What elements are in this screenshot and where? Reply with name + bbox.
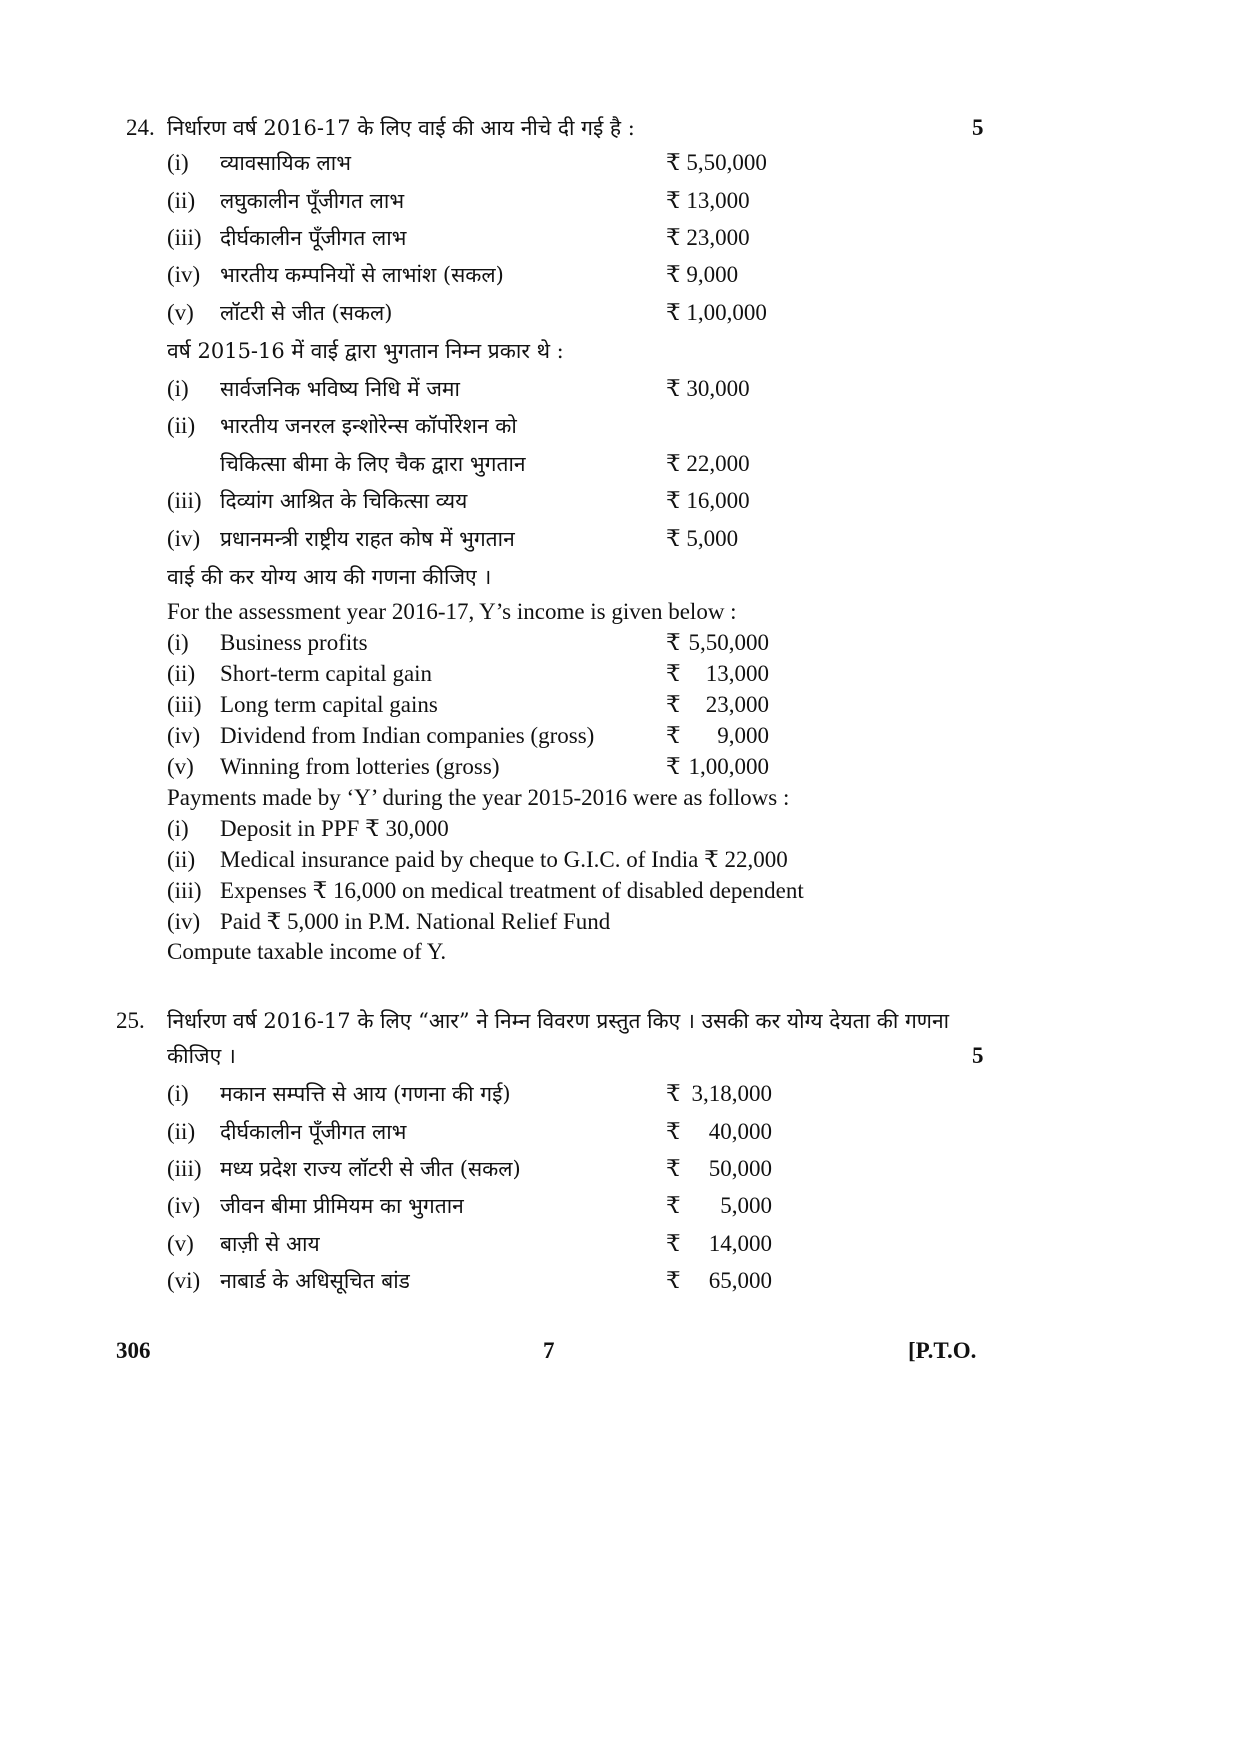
item-number: (iv) bbox=[167, 723, 201, 748]
item-amount: 9,000 bbox=[717, 723, 769, 748]
item-number: (iii) bbox=[167, 488, 202, 513]
currency-symbol: ₹ bbox=[666, 1231, 681, 1256]
item-amount: 23,000 bbox=[705, 692, 769, 717]
item-number: (vi) bbox=[167, 1268, 201, 1293]
item-label: Paid ₹ 5,000 in P.M. National Relief Fund bbox=[220, 909, 611, 934]
payments-intro-english: Payments made by ‘Y’ during the year 2015-2016 were as follows : bbox=[167, 785, 790, 810]
question-number: 25. bbox=[116, 1008, 145, 1033]
question-intro-hindi-continued: कीजिए । bbox=[167, 1044, 236, 1068]
item-label: भारतीय कम्पनियों से लाभांश (सकल) bbox=[220, 263, 504, 287]
currency-symbol: ₹ bbox=[666, 754, 681, 779]
item-label: दीर्घकालीन पूँजीगत लाभ bbox=[220, 1120, 407, 1144]
item-label: Long term capital gains bbox=[220, 692, 438, 717]
marks: 5 bbox=[972, 115, 984, 140]
item-amount: 13,000 bbox=[705, 661, 769, 686]
item-number: (i) bbox=[167, 816, 189, 841]
item-amount: ₹ 23,000 bbox=[666, 225, 750, 250]
page-number: 7 bbox=[543, 1338, 555, 1363]
item-label: मध्य प्रदेश राज्य लॉटरी से जीत (सकल) bbox=[220, 1157, 521, 1181]
item-number: (iv) bbox=[167, 526, 201, 551]
item-number: (ii) bbox=[167, 661, 196, 686]
item-number: (i) bbox=[167, 150, 189, 175]
item-number: (i) bbox=[167, 376, 189, 401]
currency-symbol: ₹ bbox=[666, 1119, 681, 1144]
item-label: बाज़ी से आय bbox=[220, 1232, 320, 1256]
item-amount: 14,000 bbox=[708, 1231, 772, 1256]
item-label: Dividend from Indian companies (gross) bbox=[220, 723, 595, 748]
item-label: दीर्घकालीन पूँजीगत लाभ bbox=[220, 226, 407, 250]
closing-hindi: वाई की कर योग्य आय की गणना कीजिए । bbox=[167, 565, 492, 589]
currency-symbol: ₹ bbox=[666, 1156, 681, 1181]
item-number: (iii) bbox=[167, 692, 202, 717]
item-number: (ii) bbox=[167, 847, 196, 872]
currency-symbol: ₹ bbox=[666, 1193, 681, 1218]
item-label: मकान सम्पत्ति से आय (गणना की गई) bbox=[220, 1082, 511, 1106]
item-amount: 3,18,000 bbox=[691, 1081, 772, 1106]
item-number: (iv) bbox=[167, 909, 201, 934]
item-number: (v) bbox=[167, 754, 194, 779]
item-label: भारतीय जनरल इन्शोरेन्स कॉर्पोरेशन को bbox=[220, 414, 517, 438]
item-amount: 1,00,000 bbox=[688, 754, 769, 779]
item-label-continued: चिकित्सा बीमा के लिए चैक द्वारा भुगतान bbox=[220, 452, 526, 476]
item-label: Deposit in PPF ₹ 30,000 bbox=[220, 816, 449, 841]
item-label: दिव्यांग आश्रित के चिकित्सा व्यय bbox=[220, 489, 468, 513]
question-intro-english: For the assessment year 2016-17, Y’s income is given below : bbox=[167, 599, 737, 624]
item-amount: ₹ 13,000 bbox=[666, 188, 750, 213]
item-number: (v) bbox=[167, 300, 194, 325]
question-number: 24. bbox=[126, 115, 155, 140]
currency-symbol: ₹ bbox=[666, 661, 681, 686]
currency-symbol: ₹ bbox=[666, 1268, 681, 1293]
item-amount: 5,000 bbox=[720, 1193, 772, 1218]
item-number: (i) bbox=[167, 1081, 189, 1106]
item-label: Medical insurance paid by cheque to G.I.C. of India ₹ 22,000 bbox=[220, 847, 788, 872]
item-number: (iii) bbox=[167, 225, 202, 250]
item-amount: ₹ 30,000 bbox=[666, 376, 750, 401]
item-amount: ₹ 9,000 bbox=[666, 262, 739, 287]
item-number: (iii) bbox=[167, 1156, 202, 1181]
item-number: (i) bbox=[167, 630, 189, 655]
closing-english: Compute taxable income of Y. bbox=[167, 939, 447, 964]
item-amount: 40,000 bbox=[708, 1119, 772, 1144]
currency-symbol: ₹ bbox=[666, 630, 681, 655]
item-label: जीवन बीमा प्रीमियम का भुगतान bbox=[220, 1194, 464, 1218]
item-number: (ii) bbox=[167, 1119, 196, 1144]
item-label: प्रधानमन्त्री राष्ट्रीय राहत कोष में भुगतान bbox=[220, 527, 515, 551]
item-label: Short-term capital gain bbox=[220, 661, 433, 686]
item-label: सार्वजनिक भविष्य निधि में जमा bbox=[220, 377, 460, 401]
currency-symbol: ₹ bbox=[666, 723, 681, 748]
item-number: (iv) bbox=[167, 1193, 201, 1218]
item-label: Business profits bbox=[220, 630, 368, 655]
marks: 5 bbox=[972, 1043, 984, 1068]
item-number: (v) bbox=[167, 1231, 194, 1256]
item-amount: ₹ 22,000 bbox=[666, 451, 750, 476]
item-amount: 65,000 bbox=[708, 1268, 772, 1293]
item-amount: ₹ 1,00,000 bbox=[666, 300, 767, 325]
question-intro-hindi: निर्धारण वर्ष 2016-17 के लिए वाई की आय नीचे दी गई है : bbox=[167, 116, 635, 140]
currency-symbol: ₹ bbox=[666, 1081, 681, 1106]
please-turn-over: [P.T.O. bbox=[908, 1338, 977, 1363]
item-number: (ii) bbox=[167, 188, 196, 213]
item-label: व्यावसायिक लाभ bbox=[220, 151, 351, 175]
item-amount: 5,50,000 bbox=[688, 630, 769, 655]
item-label: Expenses ₹ 16,000 on medical treatment of disabled dependent bbox=[220, 878, 804, 903]
item-amount: ₹ 16,000 bbox=[666, 488, 750, 513]
item-amount: 50,000 bbox=[708, 1156, 772, 1181]
item-number: (ii) bbox=[167, 413, 196, 438]
payments-intro-hindi: वर्ष 2015-16 में वाई द्वारा भुगतान निम्न प्रकार थे : bbox=[167, 339, 564, 363]
item-amount: ₹ 5,50,000 bbox=[666, 150, 767, 175]
item-label: Winning from lotteries (gross) bbox=[220, 754, 500, 779]
item-label: नाबार्ड के अधिसूचित बांड bbox=[220, 1269, 410, 1293]
paper-code: 306 bbox=[116, 1338, 151, 1363]
item-amount: ₹ 5,000 bbox=[666, 526, 739, 551]
item-number: (iv) bbox=[167, 262, 201, 287]
question-intro-hindi: निर्धारण वर्ष 2016-17 के लिए “आर” ने निम्न विवरण प्रस्तुत किए । उसकी कर योग्य देयता की गणना bbox=[167, 1009, 950, 1033]
item-label: लॉटरी से जीत (सकल) bbox=[220, 301, 393, 325]
currency-symbol: ₹ bbox=[666, 692, 681, 717]
item-label: लघुकालीन पूँजीगत लाभ bbox=[220, 189, 405, 213]
item-number: (iii) bbox=[167, 878, 202, 903]
